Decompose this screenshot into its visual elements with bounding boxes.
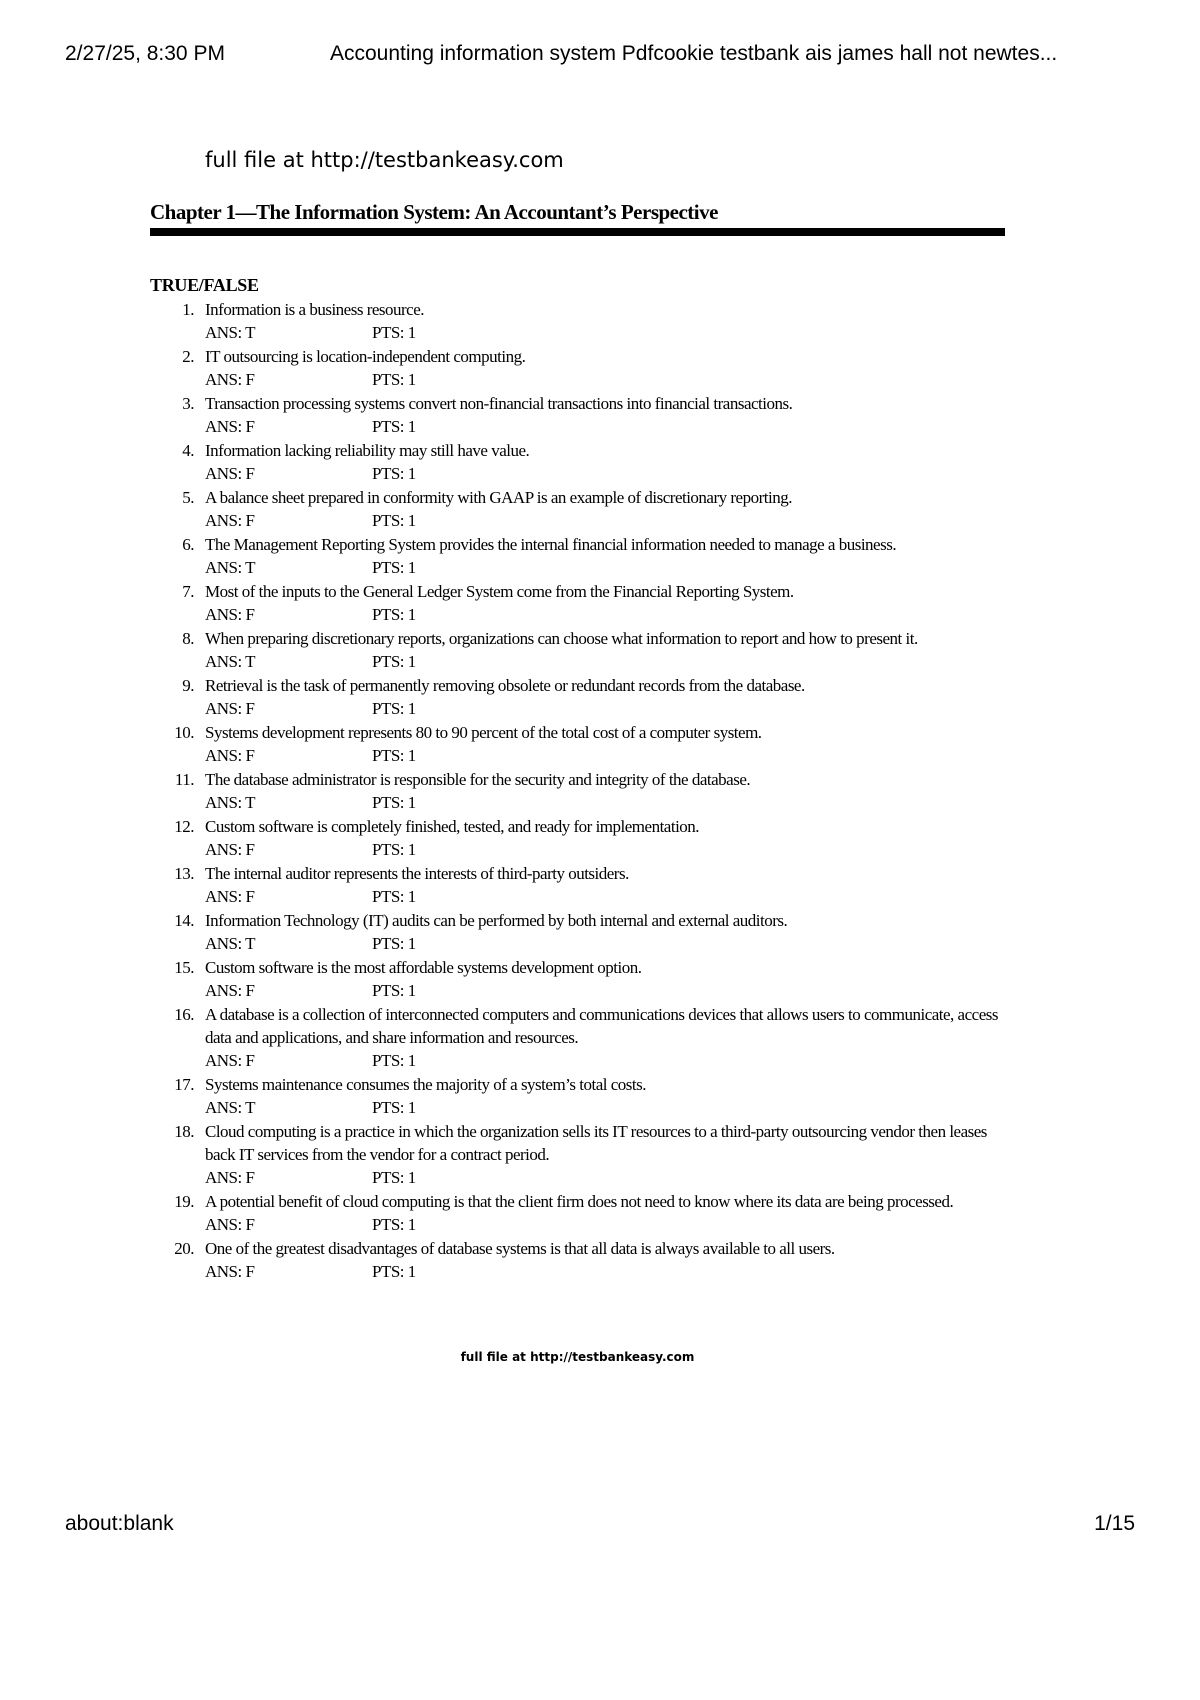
question-item [150, 298, 1005, 345]
answer-row [205, 509, 1005, 533]
points-value: PTS: 1 [372, 746, 416, 765]
points-value: PTS: 1 [372, 981, 416, 1000]
answer-row [205, 1213, 1005, 1237]
question-item [150, 580, 1005, 627]
answer-value: ANS: F [205, 887, 255, 906]
answer-row [205, 744, 1005, 768]
source-note-top: full file at http://testbankeasy.com [205, 148, 564, 172]
print-header [65, 42, 1135, 72]
question-number: 2. [182, 347, 194, 366]
points-value: PTS: 1 [372, 323, 416, 342]
answer-value: ANS: F [205, 699, 255, 718]
answer-row [205, 838, 1005, 862]
points-value: PTS: 1 [372, 934, 416, 953]
answer-row [205, 321, 1005, 345]
question-text: Systems maintenance consumes the majority of a system’s total costs. [205, 1075, 646, 1094]
question-item [150, 862, 1005, 909]
section-label: TRUE/FALSE [150, 275, 259, 295]
answer-row [205, 462, 1005, 486]
question-item [150, 1237, 1005, 1284]
answer-row [205, 885, 1005, 909]
title-rule [150, 228, 1005, 236]
question-text: A database is a collection of interconnected computers and communications devices that allows users to communicate, access data and applications, and share information and resources. [205, 1005, 998, 1047]
question-number: 14. [174, 911, 194, 930]
answer-value: ANS: F [205, 605, 255, 624]
source-note-bottom: full file at http://testbankeasy.com [460, 1350, 695, 1364]
question-text: Custom software is the most affordable systems development option. [205, 958, 642, 977]
question-number: 3. [182, 394, 194, 413]
print-footer [65, 1512, 1135, 1540]
points-value: PTS: 1 [372, 464, 416, 483]
answer-value: ANS: T [205, 323, 256, 342]
answer-value: ANS: T [205, 558, 256, 577]
question-item [150, 1190, 1005, 1237]
question-text: One of the greatest disadvantages of database systems is that all data is always available to all users. [205, 1239, 835, 1258]
question-number: 17. [174, 1075, 194, 1094]
question-text: The Management Reporting System provides the internal financial information needed to manage a business. [205, 535, 897, 554]
answer-row [205, 1049, 1005, 1073]
question-number: 5. [182, 488, 194, 507]
answer-row [205, 1096, 1005, 1120]
answer-row [205, 932, 1005, 956]
points-value: PTS: 1 [372, 840, 416, 859]
answer-value: ANS: F [205, 981, 255, 1000]
points-value: PTS: 1 [372, 887, 416, 906]
question-number: 7. [182, 582, 194, 601]
chapter-title: Chapter 1—The Information System: An Accountant’s Perspective [150, 200, 718, 224]
print-url: about:blank [65, 1512, 174, 1535]
points-value: PTS: 1 [372, 370, 416, 389]
answer-row [205, 650, 1005, 674]
question-number: 12. [174, 817, 194, 836]
question-item [150, 1120, 1005, 1190]
question-text: Retrieval is the task of permanently removing obsolete or redundant records from the database. [205, 676, 805, 695]
answer-value: ANS: F [205, 464, 255, 483]
answer-value: ANS: F [205, 746, 255, 765]
points-value: PTS: 1 [372, 417, 416, 436]
answer-value: ANS: F [205, 840, 255, 859]
answer-value: ANS: T [205, 652, 256, 671]
question-text: Information lacking reliability may still have value. [205, 441, 530, 460]
question-text: The database administrator is responsible for the security and integrity of the database. [205, 770, 751, 789]
answer-row [205, 791, 1005, 815]
points-value: PTS: 1 [372, 1098, 416, 1117]
question-number: 16. [174, 1005, 194, 1024]
answer-value: ANS: T [205, 793, 256, 812]
question-text: The internal auditor represents the interests of third-party outsiders. [205, 864, 629, 883]
question-item [150, 627, 1005, 674]
answer-value: ANS: F [205, 1262, 255, 1281]
answer-row [205, 368, 1005, 392]
question-text: When preparing discretionary reports, organizations can choose what information to report and how to present it. [205, 629, 918, 648]
points-value: PTS: 1 [372, 1051, 416, 1070]
points-value: PTS: 1 [372, 699, 416, 718]
answer-value: ANS: T [205, 1098, 256, 1117]
page-number: 1/15 [1094, 1512, 1135, 1535]
question-item [150, 721, 1005, 768]
question-item [150, 674, 1005, 721]
answer-value: ANS: F [205, 370, 255, 389]
question-number: 1. [182, 300, 194, 319]
question-number: 20. [174, 1239, 194, 1258]
answer-value: ANS: F [205, 417, 255, 436]
answer-row [205, 556, 1005, 580]
answer-value: ANS: F [205, 1051, 255, 1070]
points-value: PTS: 1 [372, 793, 416, 812]
print-document-title: Accounting information system Pdfcookie testbank ais james hall not newtes... [330, 42, 1058, 65]
question-number: 13. [174, 864, 194, 883]
question-text: IT outsourcing is location-independent computing. [205, 347, 526, 366]
answer-row [205, 1260, 1005, 1284]
answer-value: ANS: T [205, 934, 256, 953]
question-number: 10. [174, 723, 194, 742]
question-item [150, 956, 1005, 1003]
question-text: Systems development represents 80 to 90 percent of the total cost of a computer system. [205, 723, 762, 742]
answer-value: ANS: F [205, 1168, 255, 1187]
question-number: 9. [182, 676, 194, 695]
question-number: 4. [182, 441, 194, 460]
points-value: PTS: 1 [372, 511, 416, 530]
points-value: PTS: 1 [372, 605, 416, 624]
question-text: Most of the inputs to the General Ledger System come from the Financial Reporting System. [205, 582, 794, 601]
answer-row [205, 979, 1005, 1003]
points-value: PTS: 1 [372, 1168, 416, 1187]
question-item [150, 768, 1005, 815]
answer-row [205, 415, 1005, 439]
question-text: Information is a business resource. [205, 300, 425, 319]
question-number: 18. [174, 1122, 194, 1141]
question-text: Cloud computing is a practice in which the organization sells its IT resources to a third-party outsourcing vendor then leases back IT services from the vendor for a contract period. [205, 1122, 987, 1164]
points-value: PTS: 1 [372, 1215, 416, 1234]
points-value: PTS: 1 [372, 652, 416, 671]
question-item [150, 909, 1005, 956]
question-text: Transaction processing systems convert non-financial transactions into financial transactions. [205, 394, 793, 413]
question-item [150, 486, 1005, 533]
print-datetime: 2/27/25, 8:30 PM [65, 42, 225, 65]
answer-row [205, 603, 1005, 627]
question-item [150, 1073, 1005, 1120]
points-value: PTS: 1 [372, 558, 416, 577]
question-item [150, 533, 1005, 580]
question-text: A balance sheet prepared in conformity with GAAP is an example of discretionary reporting. [205, 488, 792, 507]
question-item [150, 439, 1005, 486]
question-number: 19. [174, 1192, 194, 1211]
question-item [150, 392, 1005, 439]
question-item [150, 1003, 1005, 1073]
answer-row [205, 697, 1005, 721]
question-number: 8. [182, 629, 194, 648]
question-text: Custom software is completely finished, tested, and ready for implementation. [205, 817, 700, 836]
question-item [150, 815, 1005, 862]
question-list [150, 298, 1005, 1284]
question-text: A potential benefit of cloud computing is that the client firm does not need to know where its data are being processed. [205, 1192, 954, 1211]
question-text: Information Technology (IT) audits can be performed by both internal and external auditors. [205, 911, 788, 930]
answer-value: ANS: F [205, 1215, 255, 1234]
question-number: 6. [182, 535, 194, 554]
points-value: PTS: 1 [372, 1262, 416, 1281]
question-item [150, 345, 1005, 392]
answer-row [205, 1166, 1005, 1190]
question-number: 11. [174, 770, 194, 789]
answer-value: ANS: F [205, 511, 255, 530]
question-number: 15. [174, 958, 194, 977]
